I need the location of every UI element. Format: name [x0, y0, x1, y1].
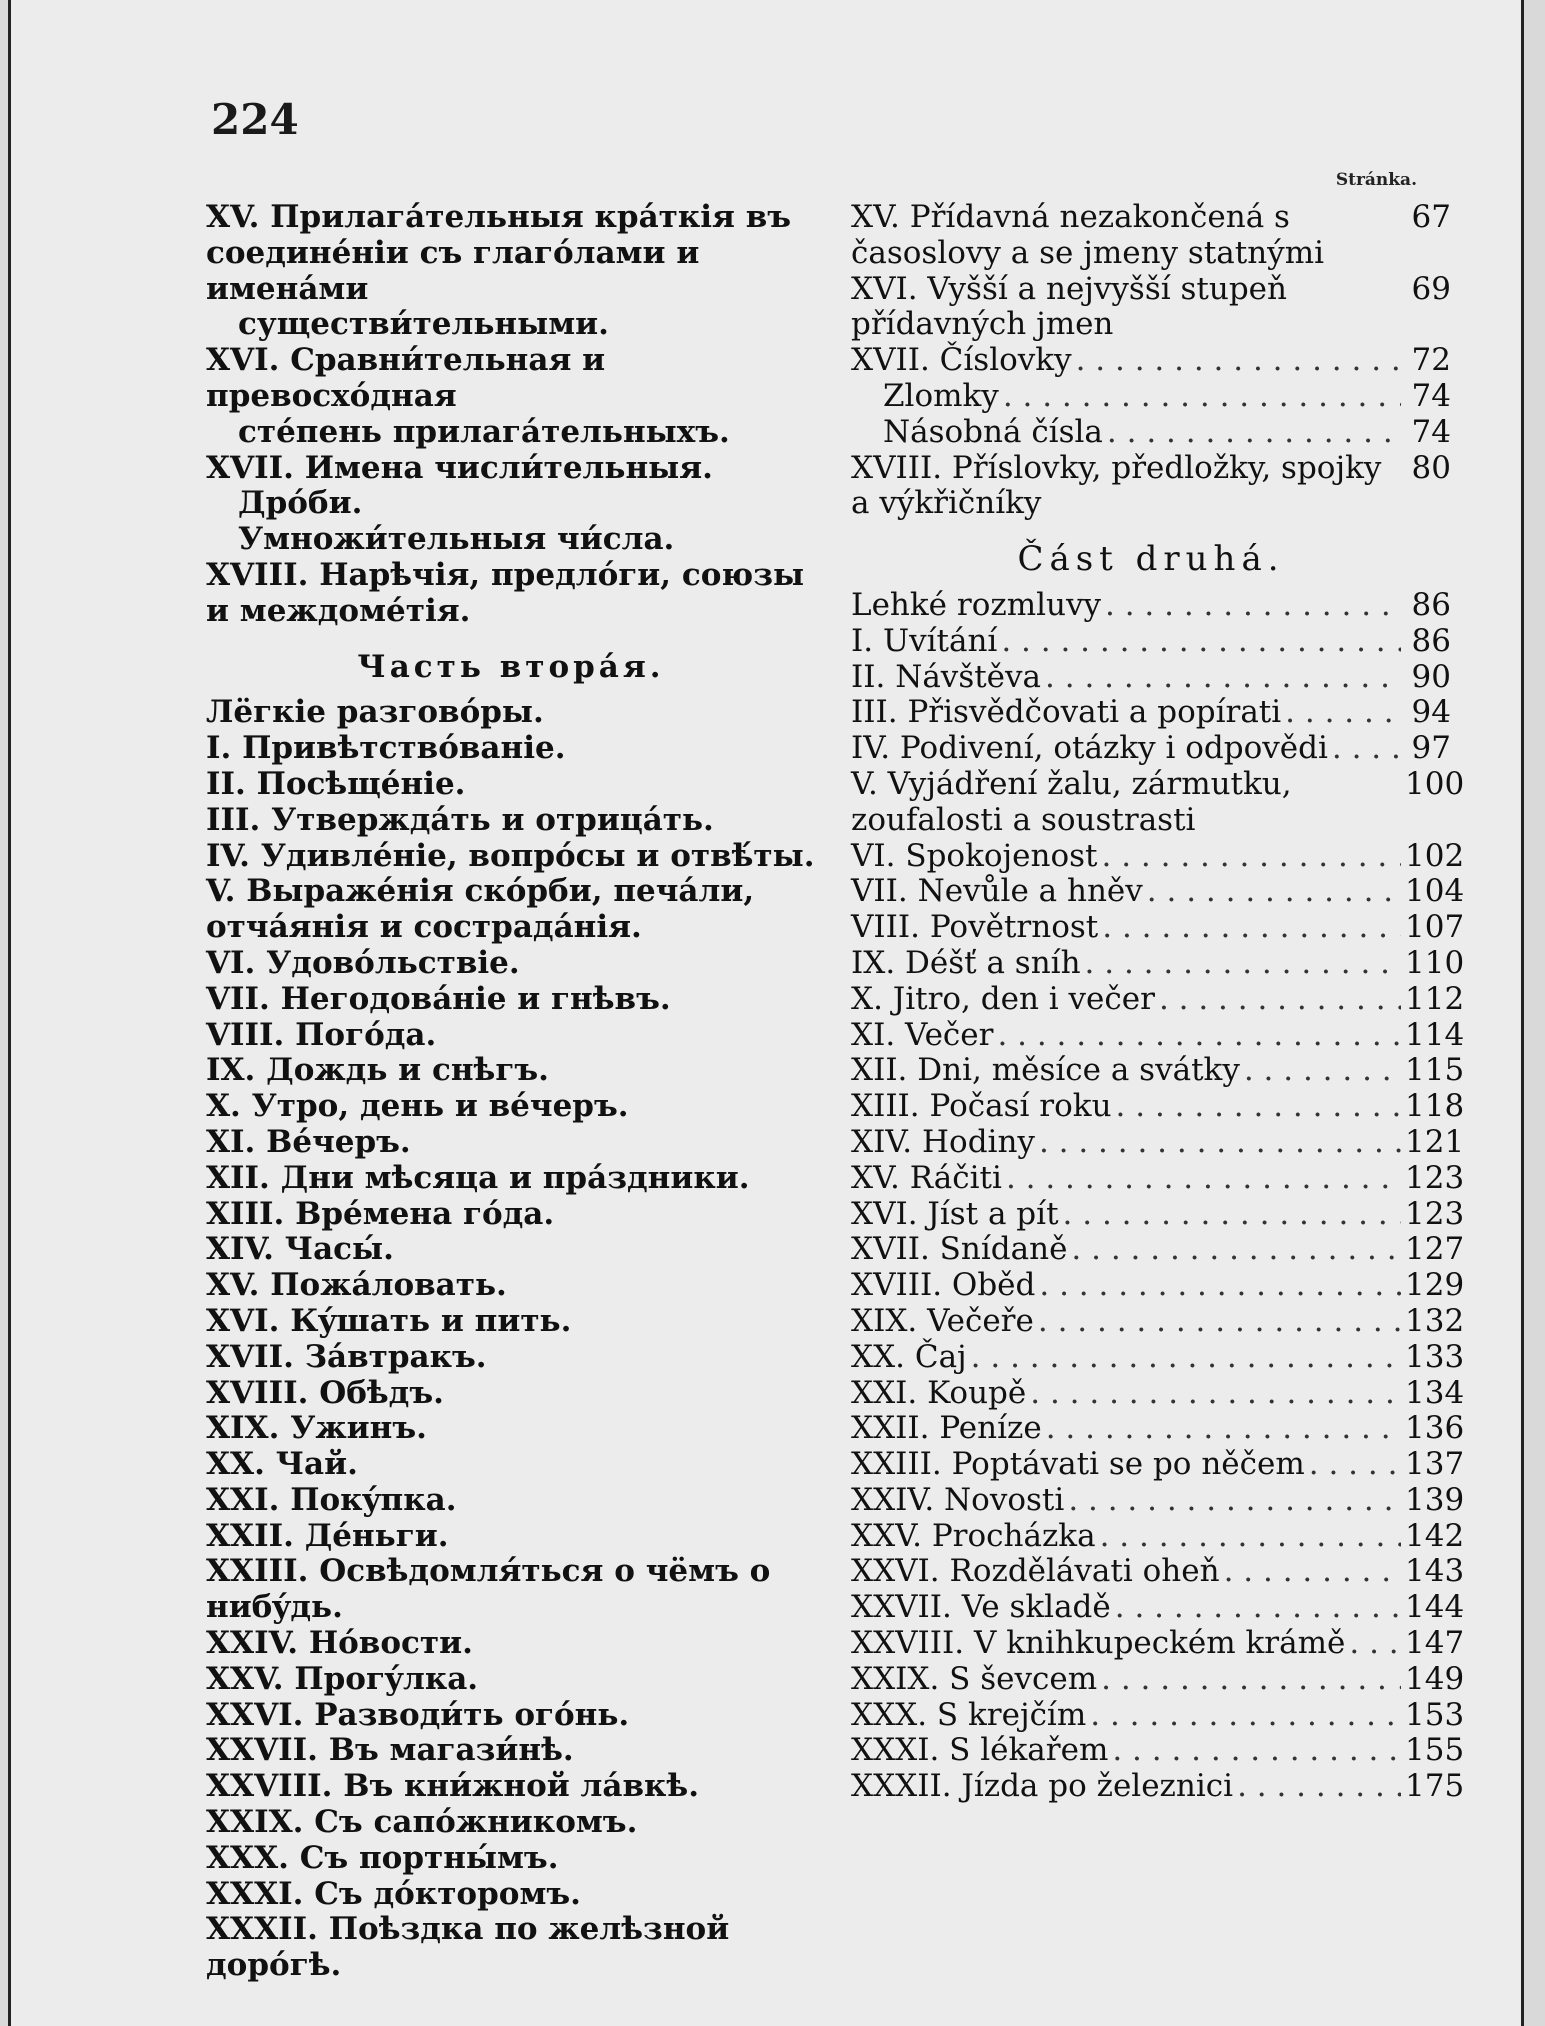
russian-toc-entry: III. Утверждáть и отрицáть. [206, 801, 714, 838]
czech-toc-entry [851, 1052, 1465, 1089]
czech-toc-entry [851, 415, 1451, 451]
russian-toc-entry: XXIV. Нóвости. [206, 1625, 473, 1662]
leader-dots [1112, 1733, 1401, 1769]
russian-toc-entry: VIII. Погóда. [206, 1016, 437, 1053]
leader-dots [1237, 1769, 1401, 1805]
czech-toc-title: XI. Večer [851, 1016, 994, 1053]
czech-toc-page-number: 74 [1411, 377, 1451, 414]
czech-toc-title: XII. Dni, měsíce a svátky [851, 1052, 1240, 1089]
russian-toc-entry: VII. Негодовáніе и гнѣвъ. [206, 980, 671, 1017]
leader-dots [1038, 1304, 1401, 1340]
czech-toc-title: XXVIII. V knihkupeckém krámě [851, 1625, 1346, 1662]
czech-toc-entry [851, 731, 1451, 767]
czech-toc-entry [851, 1267, 1465, 1304]
czech-toc-page-number: 118 [1405, 1088, 1465, 1125]
leader-dots [1285, 695, 1401, 731]
czech-toc-page-number: 123 [1405, 1159, 1465, 1196]
czech-toc-entry [851, 1374, 1465, 1412]
czech-toc-page-number: 69 [1411, 270, 1451, 307]
czech-toc-page-number: 155 [1405, 1732, 1465, 1769]
czech-part2-list [851, 586, 1465, 1805]
czech-toc-entry [851, 1732, 1465, 1769]
czech-toc-entry [851, 451, 1451, 523]
leader-dots [1003, 379, 1401, 415]
czech-toc-title: XXXI. S lékařem [851, 1732, 1109, 1769]
czech-toc-entry [851, 343, 1451, 379]
czech-toc-page-number: 107 [1405, 909, 1465, 946]
czech-toc-page-number: 112 [1405, 980, 1465, 1017]
czech-toc-title: II. Návštěva [851, 658, 1042, 695]
czech-toc-page-number: 102 [1405, 837, 1465, 874]
czech-toc-title: XXV. Procházka [851, 1517, 1096, 1554]
leader-dots [971, 1340, 1401, 1376]
czech-toc-title: XXI. Koupě [851, 1374, 1027, 1411]
czech-toc-entry [851, 1696, 1465, 1734]
czech-toc-title: X. Jitro, den i večer [851, 980, 1155, 1017]
leader-dots [1039, 1125, 1401, 1161]
czech-toc-title: XVIII. Oběd [851, 1267, 1036, 1304]
page-number: 224 [211, 95, 299, 144]
leader-dots [1085, 946, 1401, 982]
czech-toc-page-number: 136 [1405, 1410, 1465, 1447]
leader-dots [1102, 910, 1401, 946]
czech-toc-page-number: 142 [1405, 1517, 1465, 1554]
leader-dots [1105, 588, 1401, 624]
leader-dots [1006, 1161, 1401, 1197]
russian-part2-heading: Часть вторáя. [357, 648, 665, 685]
russian-toc-entry: XVI. Кýшать и пить. [206, 1302, 572, 1339]
czech-toc-title: XIX. Večeře [851, 1302, 1034, 1339]
czech-toc-title: XV. Přídavná nezakončená s časoslovy a se jmeny statnými [851, 199, 1325, 271]
leader-dots [1224, 1554, 1401, 1590]
russian-toc-entry: XIX. Ужинъ. [206, 1410, 427, 1447]
russian-toc-entry: XXX. Съ портны́мъ. [206, 1839, 559, 1876]
czech-toc-entry [851, 1660, 1465, 1698]
russian-toc-entry: II. Посѣщéніе. [206, 765, 466, 802]
czech-toc-page-number: 143 [1405, 1553, 1465, 1590]
leader-dots [1039, 1268, 1401, 1304]
leader-dots [1046, 1411, 1401, 1447]
russian-toc-entry: XXXII. Поѣздка по желѣзной дорóгѣ. [206, 1911, 730, 1984]
czech-toc-entry [851, 624, 1451, 660]
czech-toc-title: XVII. Číslovky [851, 342, 1072, 379]
czech-toc-title: XXIV. Novosti [851, 1481, 1065, 1518]
czech-toc-entry [851, 1517, 1465, 1555]
czech-toc-entry [851, 765, 1465, 839]
russian-toc-entry: XXVI. Разводи́ть огóнь. [206, 1696, 630, 1733]
leader-dots [1102, 839, 1402, 875]
russian-toc-entry: существи́тельными. [238, 306, 609, 343]
russian-toc-entry: XXVII. Въ магази́нѣ. [206, 1732, 574, 1769]
czech-toc-page-number: 134 [1405, 1374, 1465, 1411]
czech-toc-page-number: 121 [1405, 1123, 1465, 1160]
russian-toc-entry: I. Привѣтствóваніе. [206, 730, 566, 767]
czech-toc-entry [851, 200, 1451, 272]
czech-toc-page-number: 129 [1405, 1267, 1465, 1304]
russian-toc-entry: V. Выражéнія скóрби, печáли, отчáянія и сострадáнія. [206, 873, 755, 946]
czech-toc-page-number: 110 [1405, 944, 1465, 981]
czech-toc-title: Zlomky [883, 377, 999, 414]
czech-toc-title: VIII. Povětrnost [851, 909, 1099, 946]
leader-dots [997, 1018, 1401, 1054]
czech-toc-page-number: 97 [1411, 730, 1451, 767]
leader-dots [1115, 1590, 1401, 1626]
czech-toc-title: IV. Podivení, otázky i odpovědi [851, 730, 1328, 767]
czech-toc-page-number: 123 [1405, 1195, 1465, 1232]
czech-toc-page-number: 104 [1405, 873, 1465, 910]
leader-dots [1147, 874, 1401, 910]
czech-toc-entry [851, 1589, 1465, 1626]
czech-toc-title: XVII. Snídaně [851, 1231, 1068, 1268]
page-column-label: Stránka. [1335, 170, 1417, 190]
czech-toc-title: XXIII. Poptávati se po něčem [851, 1446, 1305, 1483]
czech-toc-entry [851, 272, 1451, 344]
czech-toc-title: XIV. Hodiny [851, 1123, 1035, 1160]
russian-toc-entry: XVII. Зáвтракъ. [206, 1338, 487, 1375]
czech-toc-entry [851, 1123, 1465, 1161]
czech-toc-entry [851, 873, 1465, 910]
russian-toc-entry: XVIII. Нарѣчія, предлóги, союзы и междомéтія. [206, 556, 805, 629]
czech-toc-page-number: 80 [1411, 449, 1451, 486]
czech-column [851, 199, 1465, 1805]
czech-toc-entry [851, 1410, 1465, 1447]
czech-toc-page-number: 132 [1405, 1302, 1465, 1339]
czech-toc-page-number: 147 [1405, 1625, 1465, 1662]
czech-toc-title: V. Vyjádření žalu, zármutku, zoufalosti a soustrasti [851, 765, 1292, 838]
czech-toc-entry [851, 1302, 1465, 1340]
russian-toc-entry: X. Утро, день и вéчеръ. [206, 1088, 629, 1125]
russian-toc-entry: XIII. Врéмена гóда. [206, 1195, 555, 1232]
russian-toc-entry: XXIX. Съ сапóжникомъ. [206, 1804, 638, 1841]
leader-dots [1068, 1483, 1401, 1519]
czech-toc-entry [851, 1088, 1465, 1125]
czech-toc-page-number: 67 [1411, 199, 1451, 235]
czech-toc-title: XXX. S krejčím [851, 1696, 1087, 1733]
russian-toc-entry: IV. Удивлéніе, вопрóсы и отвѣ́ты. [206, 837, 815, 874]
czech-toc-entry [851, 1768, 1465, 1805]
czech-toc-title: XX. Čaj [851, 1338, 967, 1375]
leader-dots [1001, 624, 1401, 660]
czech-toc-page-number: 153 [1405, 1696, 1465, 1733]
russian-toc-entry: стéпень прилагáтельныхъ. [238, 413, 730, 450]
czech-toc-title: Násobná čísla [883, 413, 1103, 450]
czech-toc-page-number: 139 [1405, 1481, 1465, 1518]
leader-dots [1100, 1519, 1401, 1555]
book-page [8, 0, 1524, 2026]
czech-toc-title: XXIX. S ševcem [851, 1660, 1098, 1697]
czech-toc-entry [851, 980, 1465, 1018]
czech-part2-heading: Část druhá. [1017, 539, 1285, 580]
leader-dots [1107, 415, 1401, 451]
czech-toc-title: XIII. Počasí roku [851, 1088, 1112, 1125]
leader-dots [1349, 1626, 1401, 1662]
czech-toc-entry [851, 1195, 1465, 1233]
czech-toc-page-number: 133 [1405, 1338, 1465, 1375]
russian-toc-entry: XII. Дни мѣсяца и прáздники. [206, 1159, 750, 1196]
leader-dots [1030, 1376, 1401, 1412]
czech-toc-entry [851, 1016, 1465, 1054]
czech-toc-title: XXXII. Jízda po železnici [851, 1768, 1234, 1805]
leader-dots [1076, 343, 1401, 379]
czech-toc-title: VII. Nevůle a hněv [851, 873, 1143, 910]
czech-toc-title: I. Uvítání [851, 622, 998, 659]
czech-toc-entry [851, 1446, 1465, 1483]
russian-toc-entry: Лёгкіе разговóры. [206, 694, 544, 731]
czech-toc-entry [851, 1159, 1465, 1197]
russian-toc-entry: VI. Удовóльствіе. [206, 944, 520, 981]
czech-toc-title: XVI. Jíst a pít [851, 1195, 1059, 1232]
russian-toc-entry: XXVIII. Въ кни́жной лáвкѣ. [206, 1768, 700, 1805]
czech-toc-page-number: 72 [1411, 342, 1451, 379]
russian-part1-list [206, 200, 816, 630]
czech-toc-title: XXVII. Ve skladě [851, 1589, 1111, 1626]
czech-toc-title: XXVI. Rozdělávati oheň [851, 1553, 1220, 1590]
czech-toc-entry [851, 695, 1451, 731]
czech-toc-entry [851, 1231, 1465, 1268]
russian-toc-entry: XXXI. Съ дóкторомъ. [206, 1875, 581, 1912]
czech-toc-entry [851, 1625, 1465, 1662]
czech-toc-entry [851, 1338, 1465, 1376]
leader-dots [1063, 1197, 1401, 1233]
czech-toc-title: XVI. Vyšší a nejvyšší stupeň přídavných jmen [851, 270, 1287, 343]
czech-toc-page-number: 127 [1405, 1231, 1465, 1268]
russian-toc-entry: XVII. Имена числи́тельныя. [206, 449, 713, 486]
czech-toc-entry [851, 944, 1465, 982]
czech-toc-page-number: 90 [1411, 658, 1451, 695]
czech-toc-page-number: 115 [1405, 1052, 1465, 1089]
czech-toc-entry [851, 837, 1465, 875]
russian-toc-entry: XV. Пожáловать. [206, 1267, 507, 1304]
czech-toc-title: III. Přisvědčovati a popírati [851, 694, 1282, 731]
russian-toc-entry: Умножи́тельныя чи́сла. [238, 521, 675, 558]
russian-toc-entry: IX. Дождь и снѣгъ. [206, 1052, 549, 1089]
russian-toc-entry: XIV. Часы́. [206, 1231, 394, 1268]
russian-part2-list [206, 695, 816, 1984]
russian-toc-entry: XXIII. Освѣдомля́ться о чёмъ о нибýдь. [206, 1553, 771, 1626]
leader-dots [1159, 982, 1401, 1018]
russian-column [206, 200, 816, 1984]
leader-dots [1071, 1232, 1401, 1268]
russian-toc-entry: XV. Прилагáтельныя крáткія въ соединéніи съ глагóлами и именáми [206, 199, 792, 307]
russian-toc-entry: XXI. Покýпка. [206, 1481, 457, 1518]
czech-toc-page-number: 149 [1405, 1660, 1465, 1697]
leader-dots [1309, 1447, 1401, 1483]
czech-toc-page-number: 100 [1405, 765, 1465, 802]
russian-toc-entry: XXV. Прогýлка. [206, 1660, 479, 1697]
czech-toc-page-number: 137 [1405, 1446, 1465, 1483]
czech-toc-entry [851, 1481, 1465, 1519]
russian-toc-entry: XVI. Сравни́тельная и превосхóдная [206, 342, 606, 414]
russian-toc-entry: XVIII. Обѣдъ. [206, 1374, 444, 1411]
czech-toc-entry [851, 1553, 1465, 1590]
russian-toc-entry: XXII. Дéньги. [206, 1517, 449, 1554]
czech-toc-title: Lehké rozmluvy [851, 586, 1101, 623]
czech-toc-page-number: 86 [1411, 622, 1451, 659]
czech-toc-title: XVIII. Příslovky, předložky, spojky a výkřičníky [851, 449, 1382, 522]
leader-dots [1101, 1662, 1401, 1698]
leader-dots [1116, 1089, 1401, 1125]
czech-toc-page-number: 74 [1411, 413, 1451, 450]
czech-toc-page-number: 94 [1411, 694, 1451, 731]
czech-toc-page-number: 114 [1405, 1016, 1465, 1053]
russian-toc-entry: XI. Вéчеръ. [206, 1123, 411, 1160]
czech-toc-entry [851, 660, 1451, 696]
czech-toc-entry [851, 588, 1451, 624]
czech-toc-page-number: 144 [1405, 1589, 1465, 1626]
czech-toc-entry [851, 379, 1451, 415]
czech-toc-page-number: 175 [1405, 1768, 1465, 1805]
czech-toc-title: VI. Spokojenost [851, 837, 1098, 874]
russian-toc-entry: Дрóби. [238, 485, 363, 522]
russian-toc-entry: XX. Чай. [206, 1446, 358, 1483]
leader-dots [1090, 1698, 1401, 1734]
leader-dots [1332, 731, 1401, 767]
czech-toc-entry [851, 909, 1465, 946]
czech-toc-page-number: 86 [1411, 586, 1451, 623]
leader-dots [1045, 660, 1401, 696]
czech-toc-title: XV. Ráčiti [851, 1159, 1002, 1196]
czech-toc-title: IX. Déšť a sníh [851, 944, 1081, 981]
leader-dots [1244, 1053, 1401, 1089]
czech-toc-title: XXII. Peníze [851, 1410, 1042, 1447]
czech-part1-list [851, 200, 1451, 522]
